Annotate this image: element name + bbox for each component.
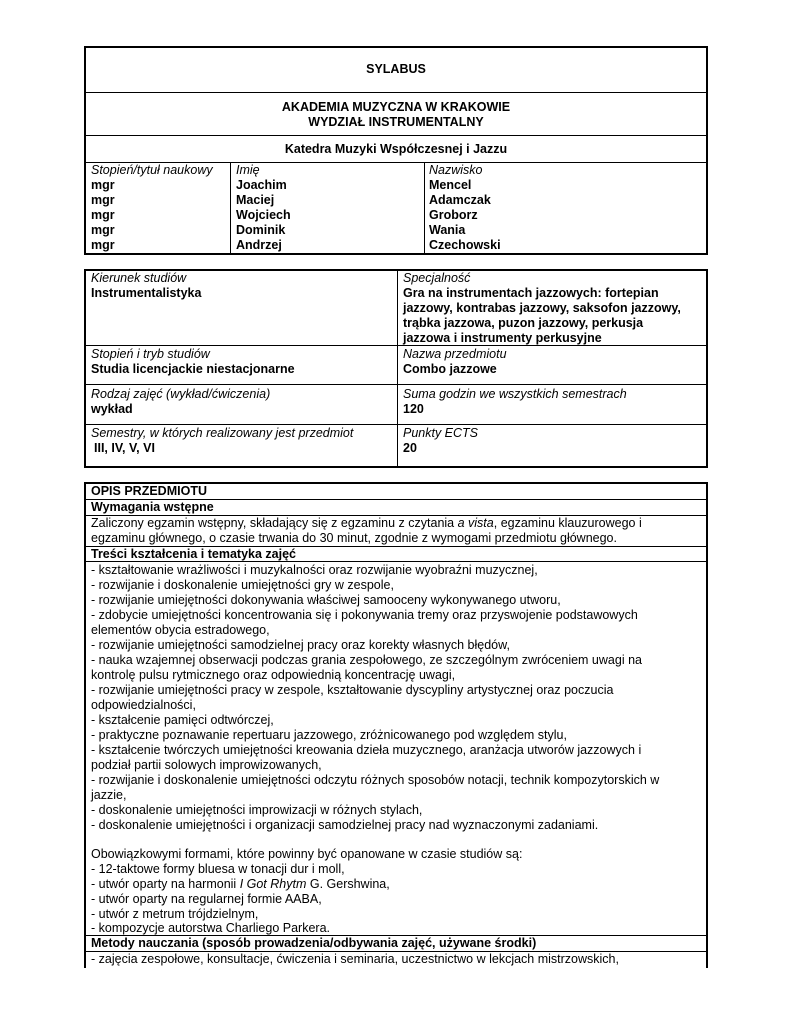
degree: mgr xyxy=(91,238,115,252)
list-item: elementów obycia estradowego, xyxy=(91,623,270,637)
list-item: - utwór oparty na harmonii I Got Rhytm G. Gershwina, xyxy=(91,877,390,891)
list-item: - praktyczne poznawanie repertuaru jazzowego, zróżnicowanego pod względem stylu, xyxy=(91,728,567,742)
degree: mgr xyxy=(91,193,115,207)
list-item: - utwór oparty na regularnej formie AABA, xyxy=(91,892,322,906)
list-item: - doskonalenie umiejętności improwizacji w różnych stylach, xyxy=(91,803,423,817)
column-header-last-name: Nazwisko xyxy=(429,163,483,177)
last-name: Adamczak xyxy=(429,193,491,207)
list-item: - zajęcia zespołowe, konsultacje, ćwiczenia i seminaria, uczestnictwo w lekcjach mistrzowskich, xyxy=(91,952,619,966)
list-item: odpowiedzialności, xyxy=(91,698,196,712)
list-item: - doskonalenie umiejętności i organizacji samodzielnej pracy nad wyznaczonymi zadaniami. xyxy=(91,818,599,832)
first-name: Andrzej xyxy=(236,238,282,252)
degree-mode-value: Studia licencjackie niestacjonarne xyxy=(91,362,295,376)
semesters-label: Semestry, w których realizowany jest przedmiot xyxy=(91,426,354,440)
column-header-first-name: Imię xyxy=(236,163,260,177)
divider xyxy=(84,424,708,425)
first-name: Wojciech xyxy=(236,208,291,222)
list-item: - rozwijanie i doskonalenie umiejętności odczytu różnych sposobów notacji, technik kompozytorskich w xyxy=(91,773,660,787)
total-hours-label: Suma godzin we wszystkich semestrach xyxy=(403,387,627,401)
specialty-value: jazzowa i instrumenty perkusyjne xyxy=(403,331,602,345)
course-name-label: Nazwa przedmiotu xyxy=(403,347,507,361)
degree-mode-label: Stopień i tryb studiów xyxy=(91,347,210,361)
prerequisites-text: egzaminu głównego, o czasie trwania do 30 minut, zgodnie z wymogami przedmiotu głównego. xyxy=(91,531,617,545)
course-name-value: Combo jazzowe xyxy=(403,362,497,376)
list-item: - kształcenie pamięci odtwórczej, xyxy=(91,713,274,727)
department-name: Katedra Muzyki Współczesnej i Jazzu xyxy=(284,142,508,156)
section-title-content: Treści kształcenia i tematyka zajęć xyxy=(91,547,296,561)
last-name: Groborz xyxy=(429,208,478,222)
list-item: - nauka wzajemnej obserwacji podczas grania zespołowego, ze szczególnym zwróceniem uwagi na xyxy=(91,653,642,667)
first-name: Joachim xyxy=(236,178,287,192)
specialty-label: Specjalność xyxy=(403,271,471,285)
list-item: - kształcenie twórczych umiejętności kreowania dzieła muzycznego, aranżacja utworów jazzowych i xyxy=(91,743,642,757)
divider xyxy=(84,135,708,136)
document-title: SYLABUS xyxy=(366,62,426,76)
divider xyxy=(424,162,425,255)
specialty-value: Gra na instrumentach jazzowych: fortepian xyxy=(403,286,659,300)
divider xyxy=(397,269,398,468)
list-item: - rozwijanie i doskonalenie umiejętności gry w zespole, xyxy=(91,578,394,592)
last-name: Mencel xyxy=(429,178,472,192)
section-title-methods: Metody nauczania (sposób prowadzenia/odbywania zajęć, używane środki) xyxy=(91,936,537,950)
faculty-name: WYDZIAŁ INSTRUMENTALNY xyxy=(308,115,484,129)
degree: mgr xyxy=(91,178,115,192)
field-of-study-label: Kierunek studiów xyxy=(91,271,187,285)
divider xyxy=(84,345,708,346)
divider xyxy=(230,162,231,255)
class-type-label: Rodzaj zajęć (wykład/ćwiczenia) xyxy=(91,387,271,401)
specialty-value: jazzowy, kontrabas jazzowy, saksofon jazzowy, xyxy=(403,301,681,315)
class-type-value: wykład xyxy=(91,402,133,416)
column-header-degree: Stopień/tytuł naukowy xyxy=(91,163,213,177)
degree: mgr xyxy=(91,223,115,237)
last-name: Czechowski xyxy=(429,238,501,252)
first-name: Dominik xyxy=(236,223,286,237)
divider xyxy=(84,384,708,385)
list-item: - zdobycie umiejętności koncentrowania się i pokonywania tremy oraz przyswojenie podstawowych xyxy=(91,608,638,622)
academy-name: AKADEMIA MUZYCZNA W KRAKOWIE xyxy=(281,100,511,114)
list-item: - rozwijanie umiejętności pracy w zespole, kształtowanie dyscypliny artystycznej oraz poczucia xyxy=(91,683,614,697)
semesters-value: III, IV, V, VI xyxy=(94,441,155,455)
specialty-value: trąbka jazzowa, puzon jazzowy, perkusja xyxy=(403,316,644,330)
list-item: - utwór z metrum trójdzielnym, xyxy=(91,907,259,921)
list-item: jazzie, xyxy=(91,788,127,802)
field-of-study-value: Instrumentalistyka xyxy=(91,286,202,300)
forms-intro: Obowiązkowymi formami, które powinny być opanowane w czasie studiów są: xyxy=(91,847,523,861)
list-item: - rozwijanie umiejętności dokonywania właściwej samooceny wykonywanego utworu, xyxy=(91,593,561,607)
section-title-prerequisites: Wymagania wstępne xyxy=(91,500,214,514)
first-name: Maciej xyxy=(236,193,275,207)
divider xyxy=(84,92,708,93)
list-item: - rozwijanie umiejętności samodzielnej pracy oraz korekty własnych błędów, xyxy=(91,638,510,652)
list-item: - kompozycje autorstwa Charliego Parkera. xyxy=(91,921,330,935)
prerequisites-text: Zaliczony egzamin wstępny, składający się z egzaminu z czytania a vista, egzaminu klauzurowego i xyxy=(91,516,642,530)
list-item: - kształtowanie wrażliwości i muzykalności oraz rozwijanie wyobraźni muzycznej, xyxy=(91,563,538,577)
list-item: podział partii solowych improwizowanych, xyxy=(91,758,322,772)
total-hours-value: 120 xyxy=(403,402,424,416)
last-name: Wania xyxy=(429,223,466,237)
section-title-description: OPIS PRZEDMIOTU xyxy=(91,484,207,498)
ects-value: 20 xyxy=(403,441,417,455)
list-item: - 12-taktowe formy bluesa w tonacji dur i moll, xyxy=(91,862,345,876)
list-item: kontrolę pulsu rytmicznego oraz odpowiednią koncentrację uwagi, xyxy=(91,668,456,682)
degree: mgr xyxy=(91,208,115,222)
ects-label: Punkty ECTS xyxy=(403,426,479,440)
